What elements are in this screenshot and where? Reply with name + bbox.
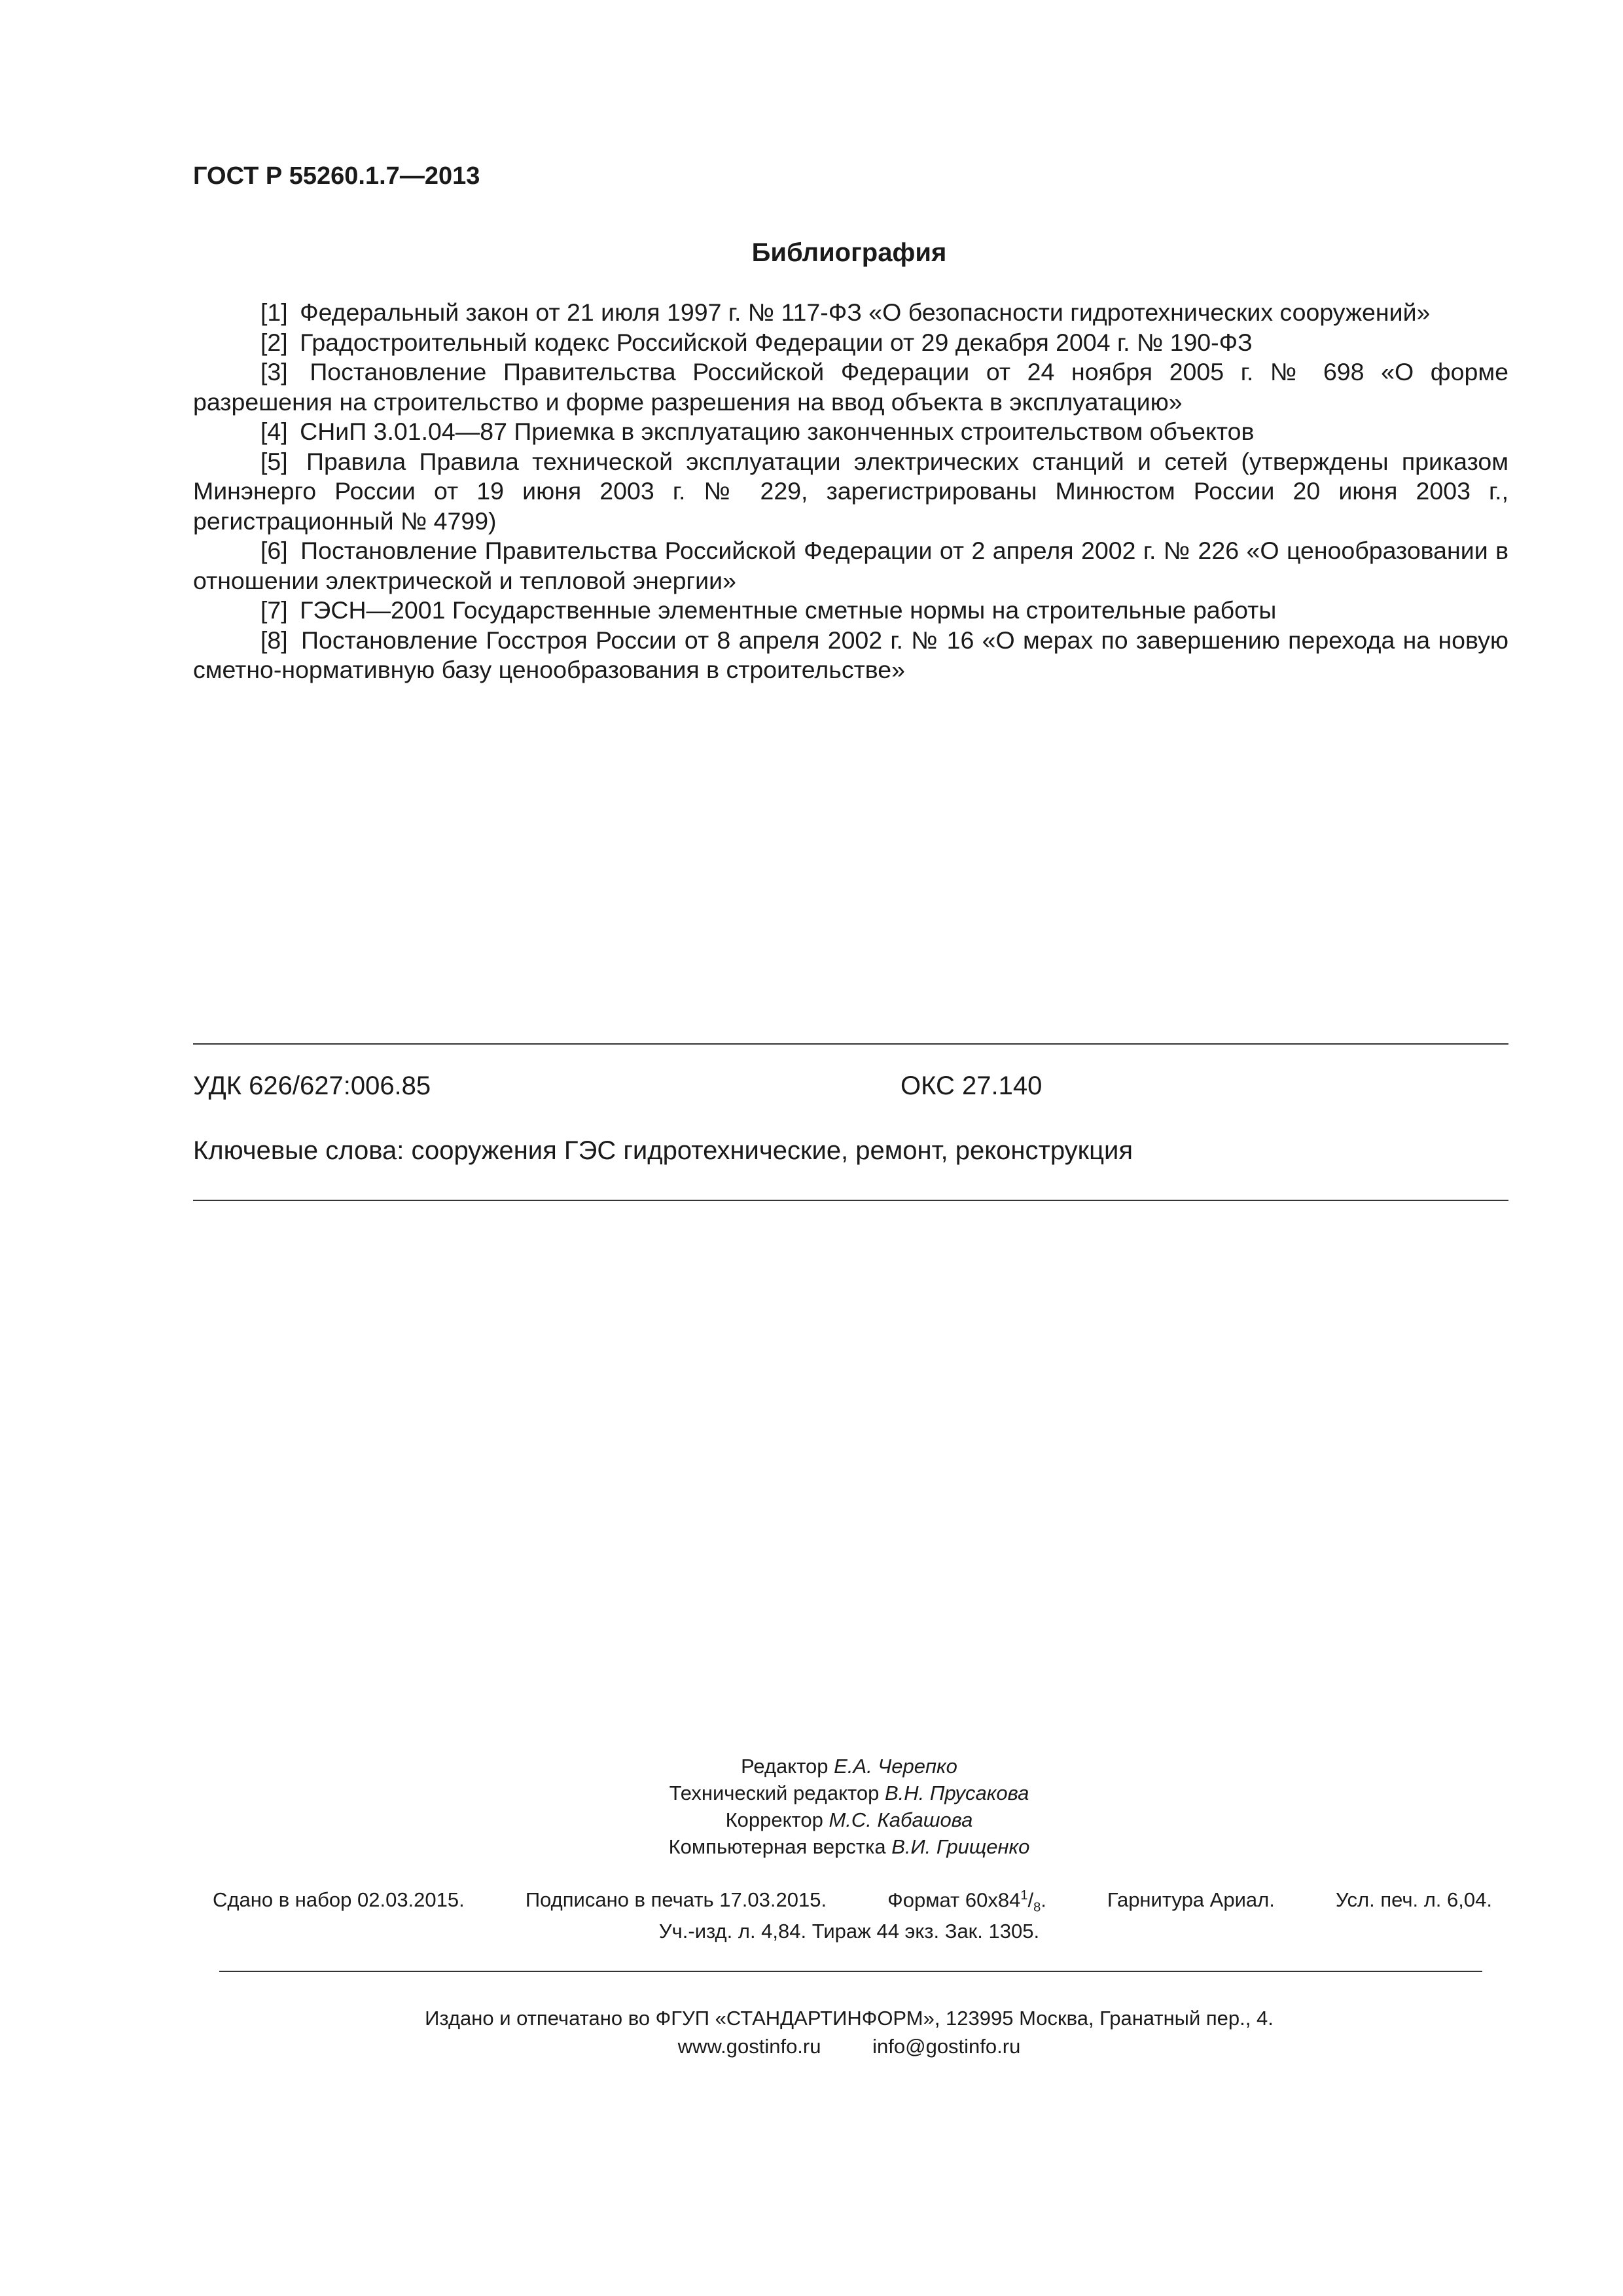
paper-format: Формат $60х84^1/_8$.: [887, 1888, 1046, 1915]
credit-name: Е.А. Черепко: [834, 1755, 957, 1778]
bibliography-item-number: [6]: [260, 537, 288, 564]
bibliography-item-number: [1]: [260, 298, 288, 326]
credit-layout: [0, 1833, 1623, 1860]
bibliography-item: [193, 596, 1508, 626]
bibliography-item: [193, 298, 1508, 328]
bibliography-item-number: [3]: [260, 358, 288, 386]
bibliography-item-text: Постановление Правительства Российской Федерации от 2 апреля 2002 г. № 226 «О ценообразовании в отношении электрической и тепловой энергии»: [193, 537, 1508, 594]
bibliography-item: [193, 536, 1508, 596]
udk-code: УДК 626/627:006.85: [193, 1071, 431, 1100]
credit-label: Корректор: [725, 1808, 823, 1831]
bibliography-item-text: Федеральный закон от 21 июля 1997 г. № 117-ФЗ «О безопасности гидротехнических сооружений»: [300, 298, 1431, 326]
bibliography-item-number: [5]: [260, 447, 288, 475]
bibliography-item-text: Правила Правила технической эксплуатации электрических станций и сетей (утверждены приказом Минэнерго России от 19 июня 2003 г. № 229, зарегистрированы Минюстом России 20 июня 2003 г., регистрационный № 4799): [193, 447, 1509, 535]
publication-info-row: [213, 1888, 1492, 1916]
bibliography-item-text: Постановление Госстроя России от 8 апреля 2002 г. № 16 «О мерах по завершению перехода на новую сметно-нормативную базу ценообразования в строительстве»: [193, 626, 1509, 683]
publisher-address: Издано и отпечатано во ФГУП «СТАНДАРТИНФОРМ», 123995 Москва, Гранатный пер., 4.: [425, 2007, 1274, 2030]
credit-name: В.И. Грищенко: [891, 1835, 1030, 1858]
bibliography-item: [193, 447, 1508, 537]
bibliography-item-text: ГЭСН—2001 Государственные элементные сметные нормы на строительные работы: [300, 596, 1277, 624]
publisher-links: [0, 2032, 1623, 2060]
bibliography-item-number: [8]: [260, 626, 288, 654]
format-suffix: .: [1041, 1888, 1046, 1912]
keywords: Ключевые слова: сооружения ГЭС гидротехнические, ремонт, реконструкция: [193, 1136, 1133, 1165]
submitted-date: Сдано в набор 02.03.2015.: [213, 1888, 465, 1911]
bibliography-title: Библиография: [751, 238, 947, 267]
oks-code: ОКС 27.140: [901, 1071, 1043, 1100]
publisher-footer: [0, 2004, 1623, 2060]
credits-block: [0, 1753, 1623, 1860]
divider-top: [193, 1043, 1508, 1045]
bibliography-item-text: СНиП 3.01.04—87 Приемка в эксплуатацию законченных строительством объектов: [300, 418, 1255, 445]
bibliography-item-number: [4]: [260, 418, 288, 445]
typeface: Гарнитура Ариал.: [1107, 1888, 1275, 1911]
credit-editor: [0, 1753, 1623, 1780]
credit-tech-editor: [0, 1780, 1623, 1806]
credit-name: В.Н. Прусакова: [884, 1782, 1029, 1804]
format-sup: 1: [1020, 1888, 1028, 1903]
bibliography-item-text: Градостроительный кодекс Российской Федерации от 29 декабря 2004 г. № 190-ФЗ: [300, 328, 1253, 356]
credit-corrector: [0, 1806, 1623, 1833]
signed-date: Подписано в печать 17.03.2015.: [525, 1888, 827, 1911]
bibliography-item-number: [2]: [260, 328, 288, 356]
credit-label: Редактор: [741, 1755, 829, 1778]
format-sub: 8: [1033, 1900, 1041, 1915]
bibliography-item-number: [7]: [260, 596, 288, 624]
document-number: ГОСТ Р 55260.1.7—2013: [193, 162, 480, 190]
bibliography-item: [193, 357, 1508, 417]
publication-info-line2: Уч.-изд. л. 4,84. Тираж 44 экз. Зак. 1305.: [658, 1920, 1040, 1943]
credit-label: Технический редактор: [669, 1782, 880, 1804]
bibliography-item-text: Постановление Правительства Российской Федерации от 24 ноября 2005 г. № 698 «О форме разрешения на строительство и форме разрешения на ввод объекта в эксплуатацию»: [193, 358, 1508, 416]
credit-label: Компьютерная верстка: [668, 1835, 886, 1858]
website-link[interactable]: www.gostinfo.ru: [677, 2035, 821, 2058]
format-prefix: Формат 60х84: [887, 1888, 1021, 1912]
email-link[interactable]: info@gostinfo.ru: [872, 2035, 1021, 2058]
bibliography-item: [193, 417, 1508, 447]
print-sheets: Усл. печ. л. 6,04.: [1335, 1888, 1492, 1911]
divider-footer: [219, 1971, 1482, 1972]
divider-bottom: [193, 1200, 1508, 1201]
bibliography-list: [193, 298, 1508, 685]
credit-name: М.С. Кабашова: [829, 1808, 973, 1831]
bibliography-item: [193, 328, 1508, 358]
bibliography-item: [193, 626, 1508, 685]
